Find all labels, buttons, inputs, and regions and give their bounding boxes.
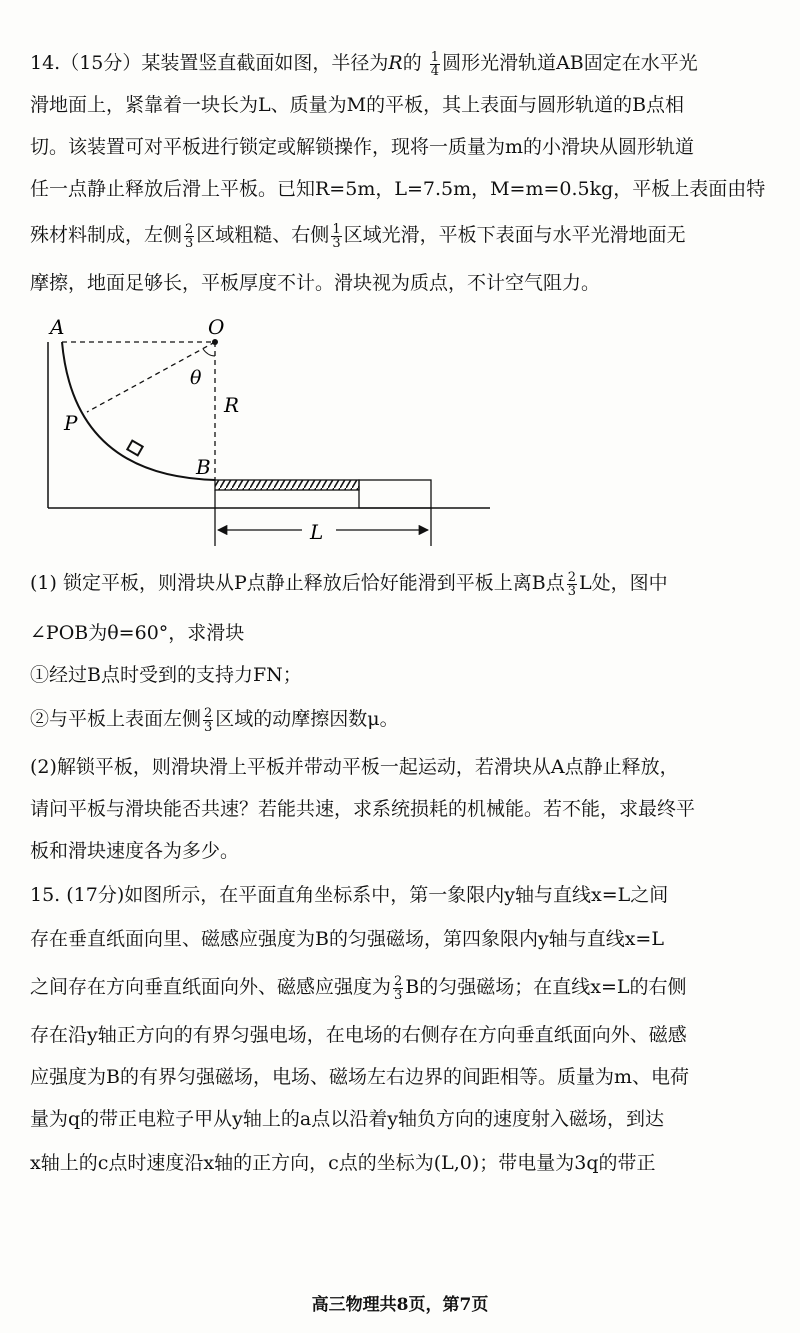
frac-num: 2 (185, 221, 194, 237)
track-diagram (40, 318, 500, 550)
text: 14.（15分）某装置竖直截面如图，半径为 (30, 52, 389, 74)
point-O (212, 339, 218, 345)
q14-part2-line-1: (2)解锁平板，则滑块滑上平板并带动平板一起运动，若滑块从A点静止释放， (30, 756, 679, 778)
label-L: L (310, 520, 324, 544)
fraction-one-third (331, 223, 341, 250)
plate-smooth-region (359, 480, 431, 508)
frac-den: 3 (204, 719, 213, 735)
label-B: B (196, 455, 211, 479)
frac-num: 2 (394, 973, 403, 989)
text-R: R (388, 52, 403, 74)
label-O: O (208, 318, 225, 339)
q14-line-1 (30, 50, 780, 78)
frac-den: 3 (185, 235, 194, 251)
q15-line-6: 量为q的带正电粒子甲从y轴上的a点以沿着y轴负方向的速度射入磁场，到达 (30, 1108, 664, 1130)
frac-den: 3 (394, 987, 403, 1003)
label-P: P (64, 411, 78, 435)
label-R: R (224, 393, 240, 417)
q14-line-6: 摩擦，地面足够长，平板厚度不计。滑块视为质点，不计空气阻力。 (30, 272, 601, 294)
quarter-arc-track (62, 342, 215, 480)
slider-block (127, 441, 142, 456)
fraction-two-thirds (393, 975, 403, 1002)
q14-part1-item-1: ①经过B点时受到的支持力FN； (30, 664, 302, 686)
page-footer: 高三物理共8页，第7页 (311, 1295, 489, 1315)
text: 圆形光滑轨道AB固定在水平光 (442, 52, 698, 74)
q14-line-5 (30, 222, 780, 250)
frac-num: 2 (204, 705, 213, 721)
q15-line-5: 应强度为B的有界匀强磁场，电场、磁场左右边界的间距相等。质量为m、电荷 (30, 1066, 689, 1088)
q14-part1-item-2 (30, 706, 780, 734)
text: B的匀强磁场；在直线x=L的右侧 (405, 976, 687, 998)
q15-line-4: 存在沿y轴正方向的有界匀强电场，在电场的右侧存在方向垂直纸面向外、磁感 (30, 1024, 687, 1046)
text: 殊材料制成，左侧 (30, 224, 183, 246)
q14-part1-line-1 (30, 570, 780, 598)
frac-num: 2 (567, 569, 576, 585)
frac-num: 1 (332, 221, 341, 237)
q14-line-3: 切。该装置可对平板进行锁定或解锁操作，现将一质量为m的小滑块从圆形轨道 (30, 136, 695, 158)
text: L处，图中 (578, 572, 668, 594)
text: 的 (402, 52, 422, 74)
label-A: A (50, 318, 65, 339)
fraction-two-thirds (184, 223, 194, 250)
frac-den: 3 (332, 235, 341, 251)
text: 区域光滑，平板下表面与水平光滑地面无 (343, 224, 686, 246)
frac-den: 3 (567, 583, 576, 599)
q14-line-2: 滑地面上，紧靠着一块长为L、质量为M的平板，其上表面与圆形轨道的B点相 (30, 94, 685, 116)
q14-part1-line-2: ∠POB为θ=60°，求滑块 (30, 622, 245, 644)
q15-line-7: x轴上的c点时速度沿x轴的正方向，c点的坐标为(L,0)；带电量为3q的带正 (30, 1152, 656, 1174)
text: 区域粗糙、右侧 (196, 224, 330, 246)
plate-rough-region (215, 480, 359, 490)
text: ②与平板上表面左侧 (30, 708, 202, 730)
q14-part2-line-3: 板和滑块速度各为多少。 (30, 840, 240, 862)
q15-line-3 (30, 974, 780, 1002)
theta-arc (203, 349, 215, 356)
fraction-quarter (430, 51, 440, 78)
fraction-two-thirds (203, 707, 213, 734)
q14-line-4: 任一点静止释放后滑上平板。已知R=5m，L=7.5m，M=m=0.5kg，平板上表面由特 (30, 178, 766, 200)
frac-den: 4 (430, 63, 440, 79)
text: (1) 锁定平板，则滑块从P点静止释放后恰好能滑到平板上离B点 (30, 572, 565, 594)
q14-part2-line-2: 请问平板与滑块能否共速？若能共速，求系统损耗的机械能。若不能，求最终平 (30, 798, 696, 820)
text: 区域的动摩擦因数μ。 (215, 708, 399, 730)
fraction-two-thirds (567, 571, 577, 598)
q15-line-1: 15. (17分)如图所示，在平面直角坐标系中，第一象限内y轴与直线x=L之间 (30, 884, 669, 906)
text: 之间存在方向垂直纸面向外、磁感应强度为 (30, 976, 392, 998)
frac-num: 1 (430, 49, 440, 65)
label-theta: θ (190, 367, 202, 389)
q15-line-2: 存在垂直纸面向里、磁感应强度为B的匀强磁场，第四象限内y轴与直线x=L (30, 928, 664, 950)
